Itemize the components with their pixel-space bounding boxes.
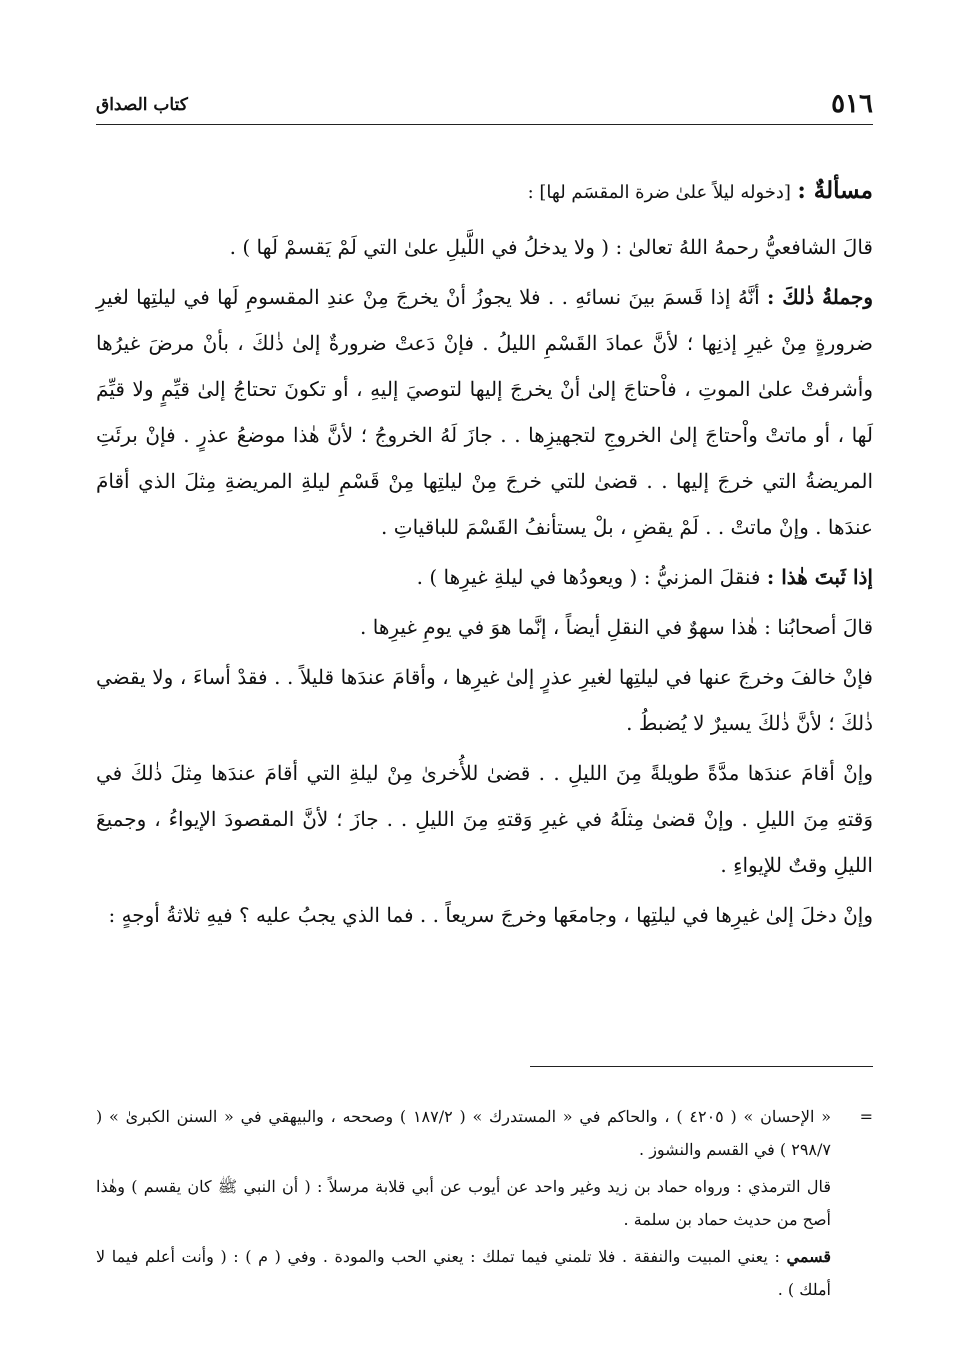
paragraph-lead: وجملةُ ذٰلكَ :	[767, 285, 874, 309]
footnote	[96, 1100, 873, 1166]
page-header	[96, 86, 873, 125]
paragraph	[96, 274, 873, 550]
paragraph-text: قالَ الشافعيُّ رحمهُ اللهُ تعالىٰ : ( ولا يدخلُ في اللَّيلِ علىٰ التي لَمْ يَقسمْ لَها ) .	[229, 235, 873, 259]
paragraph	[96, 554, 873, 600]
paragraph-text: فنقلَ المزنيُّ : ( ويعودُها في ليلةِ غيرِها ) .	[416, 565, 761, 589]
issue-label: مسألةٌ :	[797, 177, 873, 204]
main-text	[96, 168, 873, 942]
paragraph	[96, 892, 873, 938]
paragraph-text: فإنْ خالفَ وخرجَ عنها في ليلتِها لغيرِ عذرٍ إلىٰ غيرِها ، وأقامَ عندَها قليلاً . . فقدْ أساءَ ، ولا يقضي ذٰلكَ ؛ لأنَّ ذٰلكَ يسيرٌ لا يُضبطُ .	[96, 665, 873, 735]
paragraph	[96, 750, 873, 888]
issue-title: [دخوله ليلاً علىٰ ضرة المقسَم لها] :	[527, 182, 791, 203]
paragraph-lead: إذا ثَبتَ هٰذا :	[766, 565, 873, 589]
paragraph-text: أنَّهُ إذا قَسمَ بينَ نسائهِ . . فلا يجوزُ أنْ يخرجَ مِنْ عندِ المقسومِ لَها في ليلتِها لغيرِ ضرورةٍ مِنْ غيرِ إذنِها ؛ لأنَّ عمادَ القَسْمِ الليلُ . فإنْ دَعتْ ضرورةٌ إلىٰ ذٰلكَ ، بأنْ مرضَ غيرُها وأشرفتْ علىٰ الموتِ ، فاْحتاجَ إلىٰ أنْ يخرجَ إليها لتوصيَ إليهِ ، أو تكونَ تحتاجُ إلىٰ قيِّمٍ ولا قيِّمَ لَها ، أو ماتتْ واْحتاجَ إلىٰ الخروجِ لتجهيزِها . . جازَ لَهُ الخروجُ ؛ لأنَّ هٰذا موضعُ عذرٍ . فإنْ برئَتِ المريضةُ التي خرجَ إليها . . قضىٰ للتي خرجَ مِنْ ليلتِها مِنْ قَسْمِ ليلةِ المريضةِ مِثلَ الذي أقامَ عندَها . وإنْ ماتتْ . . لَمْ يقضِ ، بلْ يستأنفُ القَسْمَ للباقياتِ .	[96, 285, 873, 539]
paragraph	[96, 604, 873, 650]
paragraph-text: قالَ أصحابُنا : هٰذا سهوٌ في النقلِ أيضاً ، إنَّما هوَ في يومِ غيرِها .	[360, 615, 873, 639]
book-title: كتاب الصداق	[96, 95, 188, 115]
footnote-text: : يعني المبيت والنفقة . فلا تلمني فيما تملك : يعني الحب والمودة . وفي ( م ) : ( وأنت أعلم فيما لا أملك ) .	[96, 1247, 831, 1299]
footnote-text: « الإحسان » ( ٤٢٠٥ ) ، والحاكم في « المستدرك » ( ١٨٧/٢ ) وصححه ، والبيهقي في « السنن الكبرىٰ » ( ٢٩٨/٧ ) في القسم والنشوز .	[96, 1107, 832, 1159]
footnote-text: قال الترمذي : ورواه حماد بن زيد وغير واحد عن أيوب عن أبي قلابة مرسلاً : ( أن النبي ﷺ كان يقسم ) وهٰذا أصح من حديث حماد بن سلمة .	[96, 1177, 831, 1229]
footnote-lead: قسمي	[786, 1247, 831, 1266]
footnote	[96, 1170, 873, 1236]
footnote	[96, 1240, 873, 1306]
footnotes	[96, 1100, 873, 1310]
paragraph-text: وإنْ أقامَ عندَها مدَّةً طويلةً مِنَ الليلِ . . قضىٰ للأُخرىٰ مِنْ ليلةِ التي أقامَ عندَها مِثلَ ذٰلكَ في وَقتهِ مِنَ الليلِ . وإنْ قضىٰ مِثلَهُ في غيرِ وَقتهِ مِنَ الليلِ . . جازَ ؛ لأنَّ المقصودَ الإيواءُ ، وجميعَ الليلِ وقتٌ للإيواءِ .	[96, 761, 873, 877]
page-number: ٥١٦	[831, 89, 873, 119]
issue-heading	[96, 168, 873, 216]
paragraph-text: وإنْ دخلَ إلىٰ غيرِها في ليلتِها ، وجامعَها وخرجَ سريعاً . . فما الذي يجبُ عليه ؟ فيهِ ثلاثةُ أوجهٍ :	[108, 903, 873, 927]
footnote-continuation-marker: =	[859, 1107, 873, 1126]
paragraph	[96, 654, 873, 746]
paragraph	[96, 224, 873, 270]
footnote-divider	[530, 1066, 873, 1067]
